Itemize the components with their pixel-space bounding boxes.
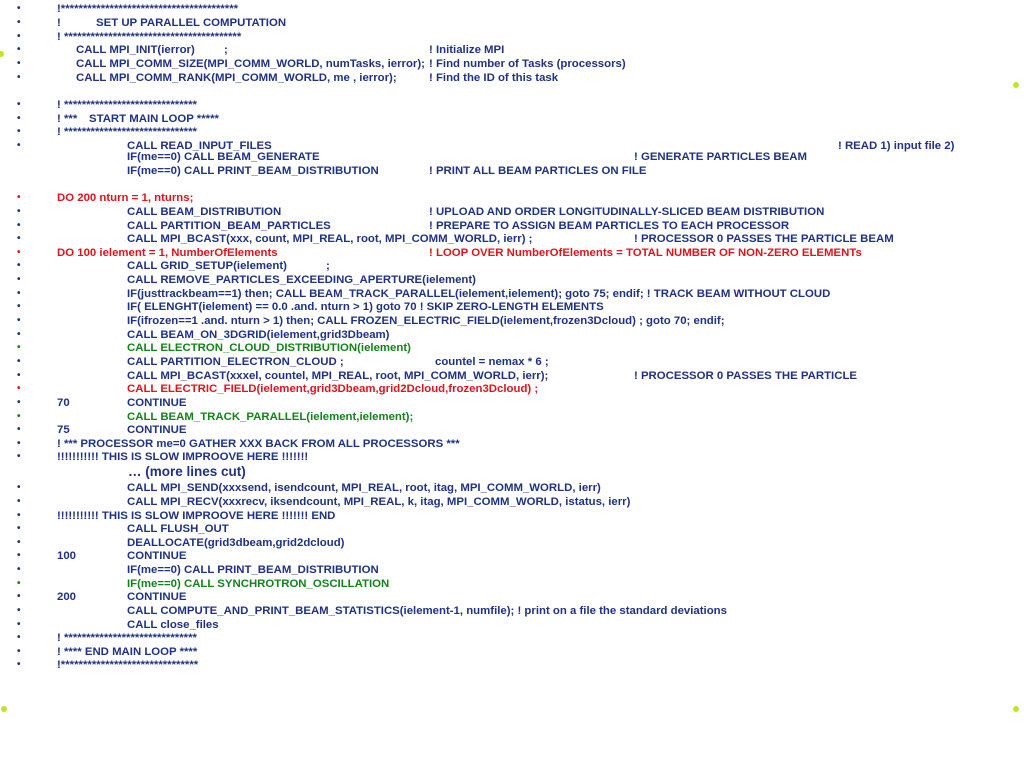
code-segment: ; bbox=[224, 44, 228, 56]
code-line bbox=[0, 125, 1024, 139]
code-line bbox=[0, 590, 1024, 604]
bullet-icon: • bbox=[17, 288, 21, 299]
code-segment: CALL BEAM_TRACK_PARALLEL(ielement,ielement); bbox=[127, 411, 414, 423]
code-segment: 70 bbox=[57, 397, 70, 409]
code-line bbox=[0, 645, 1024, 659]
code-segment: ! PRINT ALL BEAM PARTICLES ON FILE bbox=[429, 165, 647, 177]
code-segment: ! *** PROCESSOR me=0 GATHER XXX BACK FROM ALL PROCESSORS *** bbox=[57, 438, 460, 450]
code-segment: CALL MPI_SEND(xxxsend, isendcount, MPI_REAL, root, itag, MPI_COMM_WORLD, ierr) bbox=[127, 482, 601, 494]
bullet-icon: • bbox=[17, 44, 21, 55]
bullet-icon: • bbox=[17, 3, 21, 14]
code-line bbox=[0, 232, 1024, 246]
code-segment: IF(ifrozen==1 .and. nturn > 1) then; CALL FROZEN_ELECTRIC_FIELD(ielement,frozen3Dcloud) ; goto 70; endif; bbox=[127, 315, 725, 327]
code-segment: IF( ELENGHT(ielement) == 0.0 .and. nturn > 1) goto 70 ! SKIP ZERO-LENGTH ELEMENTS bbox=[127, 301, 604, 313]
code-line bbox=[0, 98, 1024, 112]
code-line bbox=[0, 341, 1024, 355]
code-segment: CALL BEAM_DISTRIBUTION bbox=[127, 206, 282, 218]
bullet-icon: • bbox=[17, 17, 21, 28]
bullet-icon: • bbox=[17, 523, 21, 534]
corner-dot-bottom-right bbox=[1013, 706, 1019, 712]
bullet-icon: • bbox=[17, 438, 21, 449]
code-line bbox=[0, 300, 1024, 314]
code-line bbox=[0, 205, 1024, 219]
code-segment: DO 200 nturn = 1, nturns; bbox=[57, 192, 194, 204]
code-segment: ! Initialize MPI bbox=[429, 44, 505, 56]
code-line bbox=[0, 495, 1024, 509]
bullet-icon: • bbox=[17, 247, 21, 258]
lines-cut-note: … (more lines cut) bbox=[128, 464, 246, 479]
code-line bbox=[0, 522, 1024, 536]
code-line bbox=[0, 369, 1024, 383]
code-line bbox=[0, 382, 1024, 396]
code-segment: ! **** END MAIN LOOP **** bbox=[57, 646, 198, 658]
code-segment: ! PROCESSOR 0 PASSES THE PARTICLE BEAM bbox=[634, 233, 894, 245]
code-segment: ! *** bbox=[57, 113, 78, 125]
code-segment: CALL ELECTRIC_FIELD(ielement,grid3Dbeam,grid2Dcloud,frozen3Dcloud) ; bbox=[127, 383, 539, 395]
code-segment: !**************************************** bbox=[57, 3, 239, 15]
corner-dot-bottom-left bbox=[1, 706, 7, 712]
bullet-icon: • bbox=[17, 99, 21, 110]
bullet-icon: • bbox=[17, 301, 21, 312]
code-line bbox=[0, 246, 1024, 260]
code-segment: IF(me==0) CALL PRINT_BEAM_DISTRIBUTION bbox=[127, 165, 379, 177]
code-segment: SET UP PARALLEL COMPUTATION bbox=[96, 17, 287, 29]
code-line bbox=[0, 355, 1024, 369]
corner-dot-top-right bbox=[1013, 82, 1019, 88]
code-segment: START MAIN LOOP ***** bbox=[89, 113, 219, 125]
code-line bbox=[0, 658, 1024, 672]
code-line bbox=[0, 219, 1024, 233]
code-line bbox=[0, 112, 1024, 126]
code-line bbox=[0, 259, 1024, 273]
code-line bbox=[0, 631, 1024, 645]
bullet-icon: • bbox=[17, 424, 21, 435]
code-line bbox=[0, 396, 1024, 410]
bullet-icon: • bbox=[17, 140, 21, 151]
code-segment: CALL MPI_COMM_RANK(MPI_COMM_WORLD, me , ierror); bbox=[76, 72, 397, 84]
code-segment: CALL MPI_INIT(ierror) bbox=[76, 44, 195, 56]
code-line bbox=[0, 164, 1024, 178]
bullet-icon: • bbox=[17, 605, 21, 616]
code-segment: IF(me==0) CALL PRINT_BEAM_DISTRIBUTION bbox=[127, 564, 379, 576]
code-line bbox=[0, 328, 1024, 342]
code-line bbox=[0, 563, 1024, 577]
bullet-icon: • bbox=[17, 397, 21, 408]
bullet-icon: • bbox=[17, 564, 21, 575]
bullet-icon: • bbox=[17, 510, 21, 521]
code-line bbox=[0, 437, 1024, 451]
bullet-icon: • bbox=[17, 342, 21, 353]
bullet-icon: • bbox=[17, 496, 21, 507]
code-segment: countel = nemax * 6 ; bbox=[435, 356, 549, 368]
code-segment: CALL REMOVE_PARTICLES_EXCEEDING_APERTURE(ielement) bbox=[127, 274, 476, 286]
code-segment: ! READ 1) input file 2) bbox=[838, 140, 955, 152]
code-segment: ! ****************************** bbox=[57, 99, 197, 111]
bullet-icon: • bbox=[17, 591, 21, 602]
code-line bbox=[0, 509, 1024, 523]
bullet-icon: • bbox=[17, 370, 21, 381]
code-line bbox=[0, 287, 1024, 301]
code-segment: DEALLOCATE(grid3dbeam,grid2dcloud) bbox=[127, 537, 345, 549]
code-line bbox=[0, 191, 1024, 205]
bullet-icon: • bbox=[17, 113, 21, 124]
code-line bbox=[0, 150, 1024, 164]
code-segment: CALL MPI_RECV(xxxrecv, iksendcount, MPI_REAL, k, itag, MPI_COMM_WORLD, istatus, ierr) bbox=[127, 496, 631, 508]
code-line bbox=[0, 604, 1024, 618]
code-segment: CALL close_files bbox=[127, 619, 219, 631]
code-segment: ! UPLOAD AND ORDER LONGITUDINALLY-SLICED BEAM DISTRIBUTION bbox=[429, 206, 825, 218]
bullet-icon: • bbox=[17, 315, 21, 326]
bullet-icon: • bbox=[17, 578, 21, 589]
bullet-icon: • bbox=[17, 537, 21, 548]
code-line bbox=[0, 410, 1024, 424]
code-segment: CALL ELECTRON_CLOUD_DISTRIBUTION(ielement) bbox=[127, 342, 411, 354]
code-line bbox=[0, 536, 1024, 550]
code-segment: CALL PARTITION_BEAM_PARTICLES bbox=[127, 220, 331, 232]
code-segment: !!!!!!!!!!! THIS IS SLOW IMPROOVE HERE !!!!!!! END bbox=[57, 510, 336, 522]
bullet-icon: • bbox=[17, 411, 21, 422]
code-segment: ! GENERATE PARTICLES BEAM bbox=[634, 151, 807, 163]
bullet-icon: • bbox=[17, 233, 21, 244]
bullet-icon: • bbox=[17, 619, 21, 630]
code-segment: CALL MPI_BCAST(xxx, count, MPI_REAL, root, MPI_COMM_WORLD, ierr) ; bbox=[127, 233, 533, 245]
bullet-icon: • bbox=[17, 206, 21, 217]
code-segment: IF(justtrackbeam==1) then; CALL BEAM_TRACK_PARALLEL(ielement,ielement); goto 75; endif; ! TRACK BEAM WITHOUT CLOUD bbox=[127, 288, 831, 300]
bullet-icon: • bbox=[17, 31, 21, 42]
bullet-icon: • bbox=[17, 451, 21, 462]
code-line bbox=[0, 577, 1024, 591]
bullet-icon: • bbox=[17, 356, 21, 367]
code-segment: ! PREPARE TO ASSIGN BEAM PARTICLES TO EACH PROCESSOR bbox=[429, 220, 790, 232]
code-segment: DO 100 ielement = 1, NumberOfElements bbox=[57, 247, 278, 259]
code-segment: CONTINUE bbox=[127, 550, 187, 562]
code-segment: ; bbox=[326, 260, 330, 272]
bullet-icon: • bbox=[17, 260, 21, 271]
code-segment: CALL READ_INPUT_FILES bbox=[127, 140, 272, 152]
code-line bbox=[0, 57, 1024, 71]
code-segment: CALL GRID_SETUP(ielement) bbox=[127, 260, 287, 272]
code-segment: CONTINUE bbox=[127, 424, 187, 436]
code-segment: ! Find the ID of this task bbox=[429, 72, 559, 84]
code-segment: ! LOOP OVER NumberOfElements = TOTAL NUMBER OF NON-ZERO ELEMENTs bbox=[429, 247, 862, 259]
code-line bbox=[0, 273, 1024, 287]
bullet-icon: • bbox=[17, 329, 21, 340]
code-segment: ! Find number of Tasks (processors) bbox=[429, 58, 626, 70]
code-line bbox=[0, 549, 1024, 563]
code-segment: IF(me==0) CALL SYNCHROTRON_OSCILLATION bbox=[127, 578, 390, 590]
code-segment: 100 bbox=[57, 550, 77, 562]
code-line bbox=[0, 618, 1024, 632]
bullet-icon: • bbox=[17, 220, 21, 231]
code-segment: CALL BEAM_ON_3DGRID(ielement,grid3Dbeam) bbox=[127, 329, 390, 341]
bullet-icon: • bbox=[17, 274, 21, 285]
code-segment: CALL COMPUTE_AND_PRINT_BEAM_STATISTICS(ielement-1, numfile); ! print on a file the standard deviations bbox=[127, 605, 727, 617]
bullet-icon: • bbox=[17, 659, 21, 670]
code-segment: CALL MPI_COMM_SIZE(MPI_COMM_WORLD, numTasks, ierror); bbox=[76, 58, 425, 70]
code-segment: !******************************* bbox=[57, 659, 199, 671]
code-segment: 75 bbox=[57, 424, 70, 436]
code-segment: 200 bbox=[57, 591, 77, 603]
bullet-icon: • bbox=[17, 192, 21, 203]
code-segment: CONTINUE bbox=[127, 591, 187, 603]
bullet-icon: • bbox=[17, 646, 21, 657]
code-line bbox=[0, 423, 1024, 437]
code-line bbox=[0, 314, 1024, 328]
code-segment: CALL MPI_BCAST(xxxel, countel, MPI_REAL, root, MPI_COMM_WORLD, ierr); bbox=[127, 370, 549, 382]
code-segment: ! PROCESSOR 0 PASSES THE PARTICLE bbox=[634, 370, 857, 382]
code-segment: ! **************************************** bbox=[57, 31, 242, 43]
bullet-icon: • bbox=[17, 632, 21, 643]
code-line bbox=[0, 16, 1024, 30]
code-segment: ! ****************************** bbox=[57, 126, 197, 138]
code-line bbox=[0, 2, 1024, 16]
code-line bbox=[0, 481, 1024, 495]
code-line bbox=[0, 30, 1024, 44]
code-segment: ! ****************************** bbox=[57, 632, 197, 644]
code-line bbox=[0, 71, 1024, 85]
bullet-icon: • bbox=[17, 72, 21, 83]
bullet-icon: • bbox=[17, 550, 21, 561]
bullet-icon: • bbox=[17, 126, 21, 137]
code-segment: CONTINUE bbox=[127, 397, 187, 409]
code-line bbox=[0, 43, 1024, 57]
code-segment: CALL FLUSH_OUT bbox=[127, 523, 229, 535]
code-segment: IF(me==0) CALL BEAM_GENERATE bbox=[127, 151, 320, 163]
bullet-icon: • bbox=[17, 58, 21, 69]
bullet-icon: • bbox=[17, 482, 21, 493]
code-line bbox=[0, 450, 1024, 464]
code-segment: !!!!!!!!!!! THIS IS SLOW IMPROOVE HERE !!!!!!! bbox=[57, 451, 309, 463]
bullet-icon: • bbox=[17, 383, 21, 394]
code-segment: CALL PARTITION_ELECTRON_CLOUD ; bbox=[127, 356, 344, 368]
code-segment: ! bbox=[57, 17, 61, 29]
